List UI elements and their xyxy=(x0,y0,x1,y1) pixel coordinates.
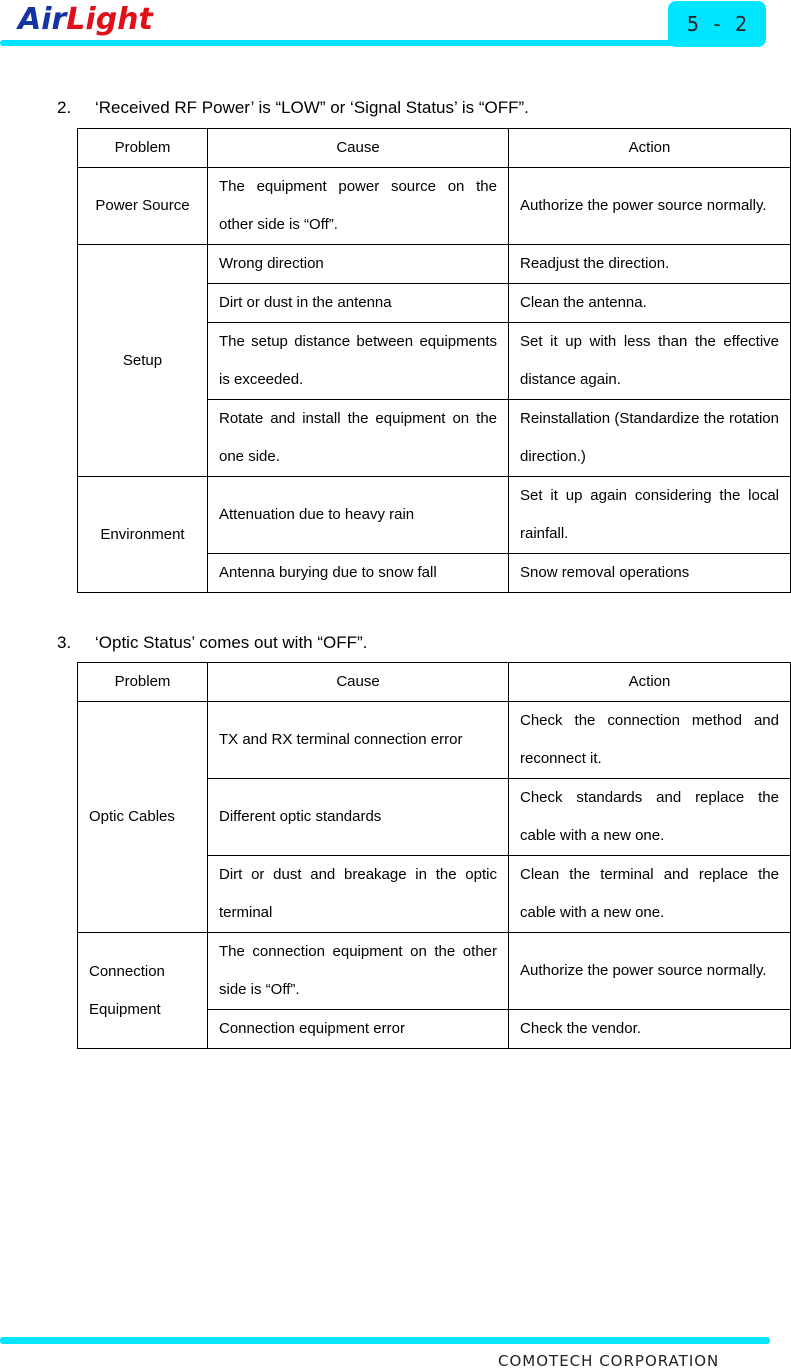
cause-cell: Dirt or dust in the antenna xyxy=(208,284,509,323)
problem-cell: Optic Cables xyxy=(78,702,208,933)
table-header-row xyxy=(78,663,791,702)
cause-cell: TX and RX terminal connection error xyxy=(208,702,509,779)
action-cell: Check the vendor. xyxy=(509,1010,791,1049)
table-row xyxy=(78,702,791,779)
action-cell: Snow removal operations xyxy=(509,554,791,593)
problem-cell: Environment xyxy=(78,477,208,593)
optic-status-troubleshooting-table xyxy=(77,662,791,1049)
table-header-row xyxy=(78,129,791,168)
logo-air-text: Air xyxy=(18,2,67,37)
table-row xyxy=(78,168,791,245)
action-cell: Readjust the direction. xyxy=(509,245,791,284)
cause-cell: Wrong direction xyxy=(208,245,509,284)
section-2-heading xyxy=(57,97,529,119)
section-3-title: ‘Optic Status’ comes out with “OFF”. xyxy=(95,633,368,652)
column-header-problem: Problem xyxy=(78,663,208,702)
section-3-heading xyxy=(57,632,367,654)
cause-cell: Different optic standards xyxy=(208,779,509,856)
action-cell: Reinstallation (Standardize the rotation direction.) xyxy=(509,400,791,477)
action-cell: Clean the antenna. xyxy=(509,284,791,323)
cause-cell: The equipment power source on the other side is “Off”. xyxy=(208,168,509,245)
cause-cell: The connection equipment on the other side is “Off”. xyxy=(208,933,509,1010)
company-footer: COMOTECH CORPORATION xyxy=(498,1352,720,1370)
action-cell: Clean the terminal and replace the cable with a new one. xyxy=(509,856,791,933)
table-row xyxy=(78,933,791,1010)
cause-cell: Rotate and install the equipment on the one side. xyxy=(208,400,509,477)
column-header-problem: Problem xyxy=(78,129,208,168)
problem-cell: Power Source xyxy=(78,168,208,245)
cause-cell: Dirt or dust and breakage in the optic terminal xyxy=(208,856,509,933)
column-header-cause: Cause xyxy=(208,129,509,168)
action-cell: Set it up with less than the effective distance again. xyxy=(509,323,791,400)
problem-cell: Setup xyxy=(78,245,208,477)
table-row xyxy=(78,245,791,284)
rf-power-troubleshooting-table xyxy=(77,128,791,593)
problem-cell: Connection Equipment xyxy=(78,933,208,1049)
table-row xyxy=(78,477,791,554)
cause-cell: The setup distance between equipments is exceeded. xyxy=(208,323,509,400)
logo-light-text: Light xyxy=(66,2,153,37)
action-cell: Check the connection method and reconnect it. xyxy=(509,702,791,779)
action-cell: Authorize the power source normally. xyxy=(509,168,791,245)
cause-cell: Attenuation due to heavy rain xyxy=(208,477,509,554)
action-cell: Authorize the power source normally. xyxy=(509,933,791,1010)
column-header-cause: Cause xyxy=(208,663,509,702)
airlight-logo xyxy=(18,2,153,38)
cause-cell: Antenna burying due to snow fall xyxy=(208,554,509,593)
header-rule xyxy=(0,40,680,46)
footer-rule xyxy=(0,1337,770,1344)
section-2-number: 2. xyxy=(57,98,72,117)
section-3-number: 3. xyxy=(57,633,72,652)
cause-cell: Connection equipment error xyxy=(208,1010,509,1049)
action-cell: Check standards and replace the cable with a new one. xyxy=(509,779,791,856)
column-header-action: Action xyxy=(509,663,791,702)
column-header-action: Action xyxy=(509,129,791,168)
page-number-badge: 5 - 2 xyxy=(668,1,766,47)
action-cell: Set it up again considering the local rainfall. xyxy=(509,477,791,554)
section-2-title: ‘Received RF Power’ is “LOW” or ‘Signal Status’ is “OFF”. xyxy=(95,98,529,117)
